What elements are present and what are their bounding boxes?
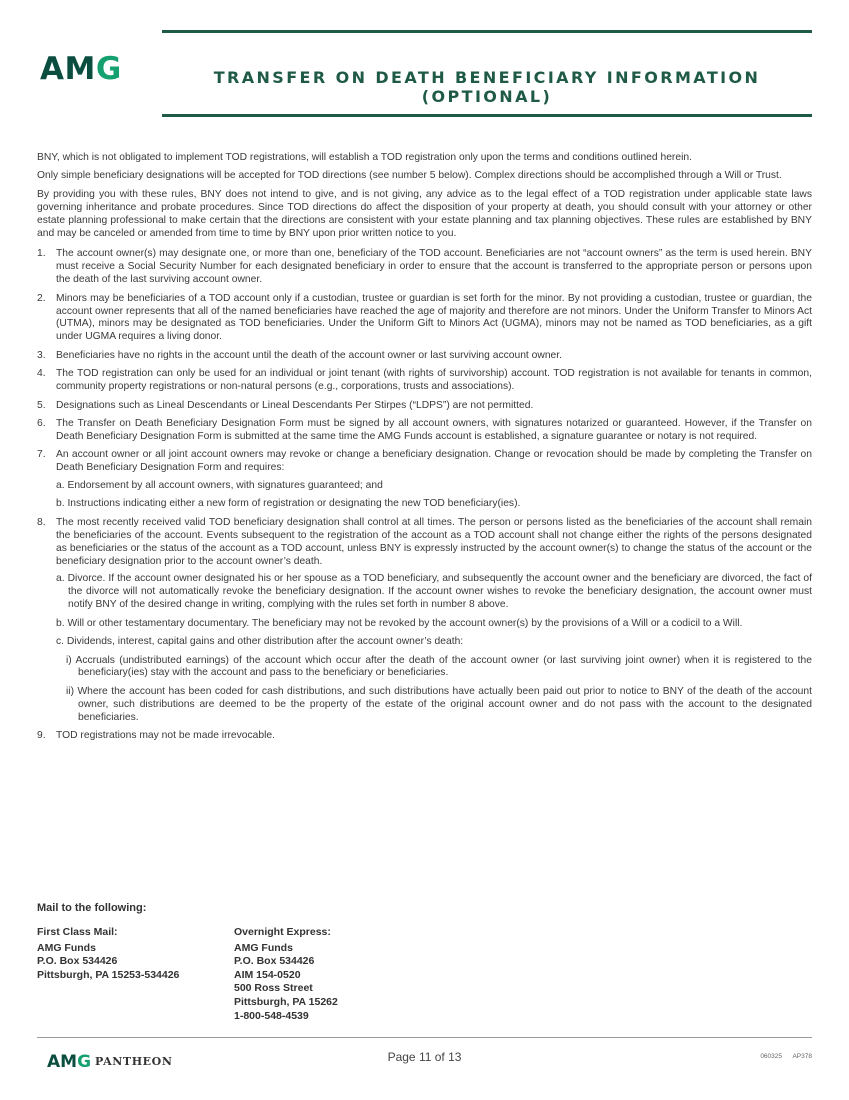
rule-item (37, 293, 812, 345)
rules-list (37, 248, 812, 743)
mailing-heading: Mail to the following: (37, 902, 147, 914)
address-line: AMG Funds (37, 941, 96, 954)
page-number: Page 11 of 13 (387, 1050, 462, 1064)
intro-paragraph: By providing you with these rules, BNY does not intend to give, and is not giving, any advice as to the legal effect of a TOD registration under applicable state laws governing inheritance and probate procedures. Since TOD directions do affect the disposition of your property at death, you should consult with your attorney or other estate planning professional to make certain that the directions are consistent with your estate planning and tax planning objectives. These rules are established by BNY and may be canceled or amended from time to time by BNY upon prior written notice to you. (37, 188, 812, 239)
mailing-section (37, 902, 812, 1022)
rule-number: 9. (37, 730, 46, 742)
rule-number: 3. (37, 349, 46, 361)
rule-item (37, 368, 812, 394)
rule-subitem: a. Endorsement by all account owners, with signatures guaranteed; and (56, 480, 383, 492)
address-line: Pittsburgh, PA 15253-534426 (37, 968, 180, 981)
header-top-rule (162, 30, 812, 33)
rule-text: The Transfer on Death Beneficiary Designation Form must be signed by all account owners, with signatures notarized or guaranteed. However, if the Transfer on Death Beneficiary Designation Form is submitted at the same time the AMG Funds account is established, a signature guarantee or notary is not required. (56, 417, 812, 442)
first-class-mail-address (37, 926, 179, 982)
address-line: P.O. Box 534426 (37, 955, 118, 968)
rule-item (37, 730, 812, 743)
rule-text: Beneficiaries have no rights in the account until the death of the account owner or last surviving account owner. (56, 349, 562, 361)
rule-item (37, 517, 812, 725)
rule-number: 1. (37, 248, 46, 260)
rule-subitem: b. Instructions indicating either a new form of registration or designating the new TOD beneficiary(ies). (56, 498, 521, 510)
intro-paragraph: Only simple beneficiary designations will be accepted for TOD directions (see number 5 below). Complex directions should be accomplished through a Will or Trust. (37, 170, 782, 182)
page-title: TRANSFER ON DEATH BENEFICIARY INFORMATION (OPTIONAL) (213, 68, 761, 106)
rule-item (37, 350, 812, 363)
overnight-heading: Overnight Express: (234, 926, 331, 938)
address-line: 500 Ross Street (234, 982, 313, 995)
rule-subitem: c. Dividends, interest, capital gains and other distribution after the account owner’s death: (56, 636, 464, 648)
phone-number: 1-800-548-4539 (234, 1009, 309, 1022)
rule-text: The TOD registration can only be used for an individual or joint tenant (with rights of survivorship) account. TOD registration is not available for tenants in common, community property registrations or non-natural persons (e.g., corporations, trusts and associations). (56, 368, 812, 393)
rule-item (37, 449, 812, 511)
logo-am-text: AM (40, 51, 96, 87)
overnight-express-address (234, 926, 338, 1023)
rule-number: 5. (37, 399, 46, 411)
rule-item (37, 400, 812, 413)
rule-subsubitem: i) Accruals (undistributed earnings) of the account which occur after the death of the account owner (or last surviving joint owner) when it is registered to the beneficiary(ies) stay with the account and pass to the beneficiary or beneficiaries. (66, 654, 812, 679)
logo-g-text: G (95, 51, 122, 87)
address-line: P.O. Box 534426 (234, 955, 315, 968)
form-code: 060325 (760, 1053, 783, 1060)
rule-text: Minors may be beneficiaries of a TOD account only if a custodian, trustee or guardian is set forth for the minor. By not providing a custodian, trustee or guardian, the account owner represents that all of the named beneficiaries have reached the age of majority and therefore are not minors. Under the Uniform Transfer to Minors Act (UTMA), minors may be designated as TOD beneficiaries. Under the Uniform Gift to Minors Act (UGMA), minors may not be named as TOD beneficiaries, as a gift under UGMA requires a living donor. (56, 292, 812, 343)
rule-number: 7. (37, 449, 46, 461)
first-class-heading: First Class Mail: (37, 926, 118, 938)
rule-number: 4. (37, 368, 46, 380)
rule-text: The account owner(s) may designate one, or more than one, beneficiary of the TOD account. Beneficiaries are not “account owners” as the term is used herein. BNY must receive a Social Security Number for each designated beneficiary in order to ensure that the account is transferred to the appropriate person or persons upon the death of the last surviving account owner. (56, 248, 812, 286)
rule-item (37, 248, 812, 287)
rule-item (37, 418, 812, 444)
rule-subitem: b. Will or other testamentary documentary. The beneficiary may not be revoked by the account owner(s) by the provisions of a Will or a codicil to a Will. (56, 617, 743, 629)
rule-number: 8. (37, 516, 46, 528)
footer-logo-am-text: AM (47, 1052, 78, 1072)
rule-text: TOD registrations may not be made irrevocable. (56, 730, 275, 742)
amg-logo (40, 51, 122, 87)
form-code: AP378 (792, 1053, 812, 1060)
rule-subsubitem: ii) Where the account has been coded for cash distributions, and such distributions have actually been paid out prior to notice to BNY of the death of the account owner, such distributions are deemed to be the property of the estate of the original account owner and do not pass with the account to the designated beneficiaries. (66, 685, 812, 723)
rule-number: 6. (37, 417, 46, 429)
address-line: AMG Funds (234, 941, 293, 954)
address-line: Pittsburgh, PA 15262 (234, 995, 338, 1008)
footer-logo-pantheon-text: PANTHEON (95, 1055, 173, 1068)
rule-text: Designations such as Lineal Descendants or Lineal Descendants Per Stirpes (“LDPS”) are not permitted. (56, 399, 534, 411)
form-codes (760, 1053, 812, 1060)
rule-text: An account owner or all joint account owners may revoke or change a beneficiary designation. Change or revocation should be made by completing the Transfer on Death Beneficiary Designation Form and requires: (56, 449, 812, 474)
rule-subitem: a. Divorce. If the account owner designated his or her spouse as a TOD beneficiary, and subsequently the account owner and the beneficiary are divorced, the fact of the divorce will not automatically revoke the beneficiary designation. If the account owner wishes to revoke the beneficiary designation, the account owner must notify BNY of the desired change in writing, complying with the rules set forth in number 8 above. (56, 573, 812, 611)
intro-paragraph: BNY, which is not obligated to implement TOD registrations, will establish a TOD registration only upon the terms and conditions outlined herein. (37, 152, 692, 163)
footer-rule (37, 1037, 812, 1038)
address-line: AIM 154-0520 (234, 968, 301, 981)
header-bottom-rule (162, 114, 812, 117)
rule-number: 2. (37, 292, 46, 304)
footer-logo-g-text: G (77, 1052, 92, 1072)
rule-text: The most recently received valid TOD beneficiary designation shall control at all times. The person or persons listed as the beneficiaries of the account shall remain the beneficiaries of the account. Events subsequent to the registration of the account as a TOD account shall not change either the rights of the persons designated as beneficiaries or the status of the account as a TOD account, unless BNY is expressly instructed by the account owner(s) to change the status of the account or the beneficiary designation prior to the account owner’s death. (56, 516, 812, 567)
body-content (37, 152, 812, 748)
